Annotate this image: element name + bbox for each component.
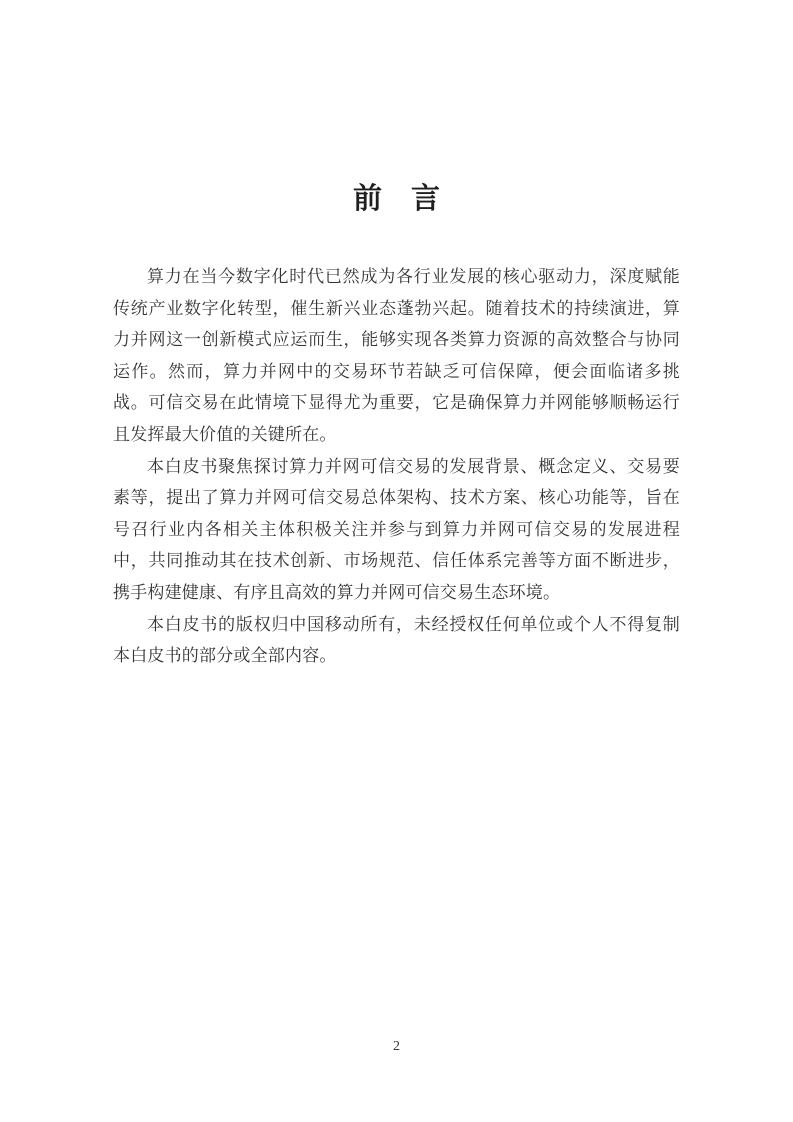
paragraph-copyright: 本白皮书的版权归中国移动所有，未经授权任何单位或个人不得复制本白皮书的部分或全部内容。 bbox=[113, 614, 680, 666]
paragraph-scope: 本白皮书聚焦探讨算力并网可信交易的发展背景、概念定义、交易要素等，提出了算力并网可信交易总体架构、技术方案、核心功能等，旨在号召行业内各相关主体积极关注并参与到算力并网可信交易的发展进程中，共同推动其在技术创新、市场规范、信任体系完善等方面不断进步，携手构建健康、有序且高效的算力并网可信交易生态环境。 bbox=[113, 456, 680, 602]
paragraph-background: 算力在当今数字化时代已然成为各行业发展的核心驱动力，深度赋能传统产业数字化转型，催生新兴业态蓬勃兴起。随着技术的持续演进，算力并网这一创新模式应运而生，能够实现各类算力资源的高效整合与协同运作。然而，算力并网中的交易环节若缺乏可信保障，便会面临诸多挑战。可信交易在此情境下显得尤为重要，它是确保算力并网能够顺畅运行且发挥最大价值的关键所在。 bbox=[113, 267, 680, 444]
page-number: 2 bbox=[393, 1039, 400, 1054]
body-text bbox=[113, 261, 680, 672]
page-title: 前 言 bbox=[352, 183, 440, 215]
